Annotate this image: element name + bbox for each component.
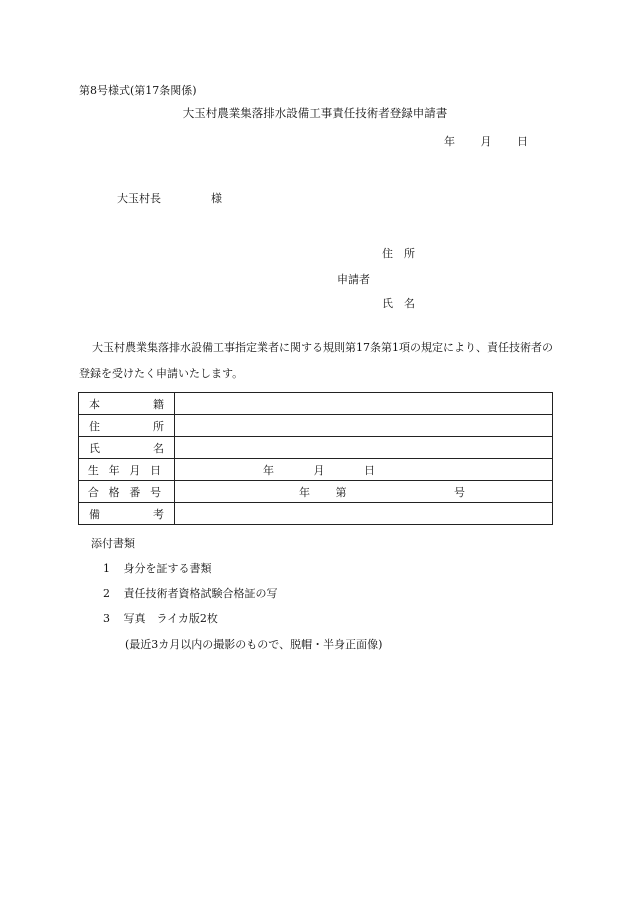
label-char: 日 (150, 463, 162, 477)
name-field[interactable] (175, 437, 553, 459)
table-row (79, 481, 553, 503)
label-char: 備 (89, 507, 100, 521)
item-number: 3 (103, 612, 110, 625)
label-char: 生 (87, 463, 99, 477)
date-month-label: 月 (480, 135, 492, 148)
table-row (79, 437, 553, 459)
label-char: 月 (129, 463, 141, 477)
application-statement: 大玉村農業集落排水設備工事指定業者に関する規則第17条第1項の規定により、責任技術者の登録を受けたく申請いたします。 (79, 341, 553, 380)
item-text: 写真 ライカ版2枚 (123, 612, 218, 625)
row-label-name (79, 437, 175, 459)
item-number: 2 (103, 587, 110, 600)
addressee (117, 190, 222, 206)
label-char: 考 (153, 507, 164, 521)
list-item (103, 560, 212, 576)
label-char: 本 (89, 397, 100, 411)
table-row (79, 415, 553, 437)
birth-month-label: 月 (313, 463, 325, 477)
pass-year-label: 年 (299, 485, 310, 499)
label-char: 氏 (89, 441, 100, 455)
photo-note: (最近3カ月以内の撮影のもので、脱帽・半身正面像) (125, 638, 383, 651)
table-row (79, 393, 553, 415)
addressee-name: 大玉村長 (117, 192, 161, 205)
document-title: 大玉村農業集落排水設備工事責任技術者登録申請書 (182, 106, 448, 120)
pass-ordinal-label: 第 (335, 485, 347, 499)
label-char: 所 (153, 419, 164, 433)
attachments-heading: 添付書類 (91, 537, 135, 550)
item-text: 責任技術者資格試験合格証の写 (123, 587, 278, 600)
registration-table (78, 392, 553, 525)
label-char: 籍 (153, 397, 164, 411)
application-date (444, 133, 528, 149)
form-number: 第8号様式(第17条関係) (79, 84, 197, 97)
row-label-address (79, 415, 175, 437)
label-char: 合 (87, 485, 99, 499)
item-text: 身分を証する書類 (123, 562, 212, 575)
label-char: 番 (129, 485, 141, 499)
applicant-name-label: 氏 名 (382, 297, 415, 310)
row-label-birthdate (79, 459, 175, 481)
date-day-label: 日 (517, 135, 528, 148)
date-year-label: 年 (444, 135, 455, 148)
row-label-pass-number (79, 481, 175, 503)
birthdate-field[interactable] (175, 459, 553, 481)
row-label-domicile (79, 393, 175, 415)
label-char: 号 (150, 485, 162, 499)
row-label-remarks (79, 503, 175, 525)
domicile-field[interactable] (175, 393, 553, 415)
list-item (103, 585, 278, 601)
table-row (79, 503, 553, 525)
pass-number-field[interactable] (175, 481, 553, 503)
birth-day-label: 日 (364, 463, 375, 477)
label-char: 格 (108, 485, 120, 499)
item-number: 1 (103, 562, 110, 575)
label-char: 名 (153, 441, 164, 455)
birth-year-label: 年 (263, 463, 274, 477)
addressee-honorific: 様 (211, 192, 222, 205)
table-row (79, 459, 553, 481)
applicant-address-label: 住 所 (382, 247, 415, 260)
list-item (103, 610, 218, 626)
pass-number-label: 号 (454, 485, 465, 499)
applicant-label: 申請者 (337, 273, 370, 286)
label-char: 住 (89, 419, 100, 433)
address-field[interactable] (175, 415, 553, 437)
remarks-field[interactable] (175, 503, 553, 525)
label-char: 年 (108, 463, 120, 477)
